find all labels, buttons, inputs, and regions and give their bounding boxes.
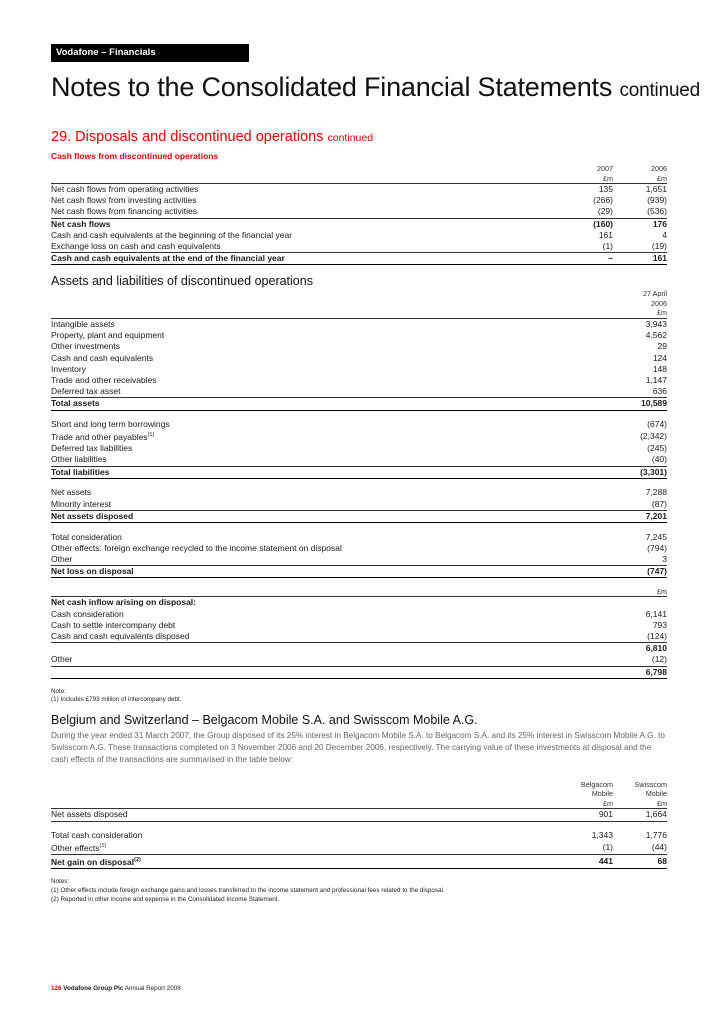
footer-report: Annual Report 2008 xyxy=(124,985,181,992)
page-number: 126 xyxy=(51,985,62,992)
cell-value: 148 xyxy=(652,363,667,374)
notes-title: Notes: xyxy=(51,878,70,886)
table-total-row xyxy=(51,566,667,578)
col-header-date: 27 April xyxy=(643,289,667,299)
table-total-row xyxy=(51,253,667,265)
row-label: Net cash flows xyxy=(51,218,559,230)
table-header-row xyxy=(51,789,667,799)
row-label: Net cash flows from operating activities xyxy=(51,184,559,196)
cell-value: 7,201 xyxy=(613,510,667,522)
row-label-text: Trade and other payables xyxy=(51,432,148,443)
cell-value: 6,141 xyxy=(645,608,667,619)
table-total-row xyxy=(51,510,667,522)
cell-2006: (939) xyxy=(647,195,667,206)
table-row xyxy=(51,443,667,454)
cell-value: 636 xyxy=(652,386,667,397)
assets-liabilities-heading: Assets and liabilities of discontinued operations xyxy=(51,274,313,289)
table-row xyxy=(51,830,667,841)
cell-value: 7,245 xyxy=(645,531,667,542)
notes-block xyxy=(51,878,667,904)
cell-value: (674) xyxy=(647,419,667,430)
footnote-ref: (2) xyxy=(134,857,141,864)
cell-2006: 176 xyxy=(613,218,667,230)
table-row xyxy=(51,195,667,206)
row-label: Total consideration xyxy=(51,531,122,542)
row-label: Net loss on disposal xyxy=(51,566,613,578)
table-row xyxy=(51,454,667,466)
cell-belgacom: 441 xyxy=(559,855,613,869)
cell-value: (245) xyxy=(647,443,667,454)
row-label-text: Other effects xyxy=(51,843,100,854)
table-row xyxy=(51,206,667,218)
cell-belgacom: 1,343 xyxy=(591,830,613,841)
belgium-switzerland-heading: Belgium and Switzerland – Belgacom Mobile S.A. and Swisscom Mobile A.G. xyxy=(51,712,478,727)
col-unit: £m xyxy=(603,798,613,808)
table-row xyxy=(51,609,667,620)
row-label: Minority interest xyxy=(51,498,111,509)
cell-value: (2,342) xyxy=(640,431,667,442)
col-unit: £m xyxy=(657,173,667,183)
table-row xyxy=(51,543,667,554)
table-header-row xyxy=(51,780,667,790)
footnote-ref: (1) xyxy=(147,432,155,439)
row-label: Cash and cash equivalents at the beginning of the financial year xyxy=(51,229,292,240)
cell-value: 1,147 xyxy=(645,374,667,385)
cell-value: 4,562 xyxy=(645,330,667,341)
row-label xyxy=(51,855,559,869)
cell-swisscom: 1,664 xyxy=(613,809,667,821)
row-label: Short and long term borrowings xyxy=(51,419,170,430)
cell-value: 6,798 xyxy=(613,666,667,678)
table-total-row xyxy=(51,855,667,869)
table-row xyxy=(51,841,667,855)
row-label: Total assets xyxy=(51,398,613,410)
table-row xyxy=(51,375,667,386)
cell-value: (747) xyxy=(613,566,667,578)
cell-value: 6,810 xyxy=(613,643,667,655)
table-row xyxy=(51,353,667,364)
cell-value: 3 xyxy=(662,553,667,564)
note-item: (2) Reported in other income and expense in the Consolidated Income Statement. xyxy=(51,895,280,903)
row-label: Cash and cash equivalents xyxy=(51,352,154,363)
col-unit: £m xyxy=(603,173,613,183)
table-header-row xyxy=(51,799,667,809)
cell-value: 124 xyxy=(652,352,667,363)
cell-2007: (29) xyxy=(597,206,613,217)
cell-2006: 4 xyxy=(662,229,667,240)
cell-value: (3,301) xyxy=(613,466,667,478)
note-title: Note: xyxy=(51,687,67,695)
cell-swisscom: (44) xyxy=(651,842,667,853)
section-header-bar: Vodafone – Financials xyxy=(51,44,249,62)
footer-company: Vodafone Group Plc xyxy=(63,985,124,992)
page-title xyxy=(51,72,700,103)
table-row xyxy=(51,330,667,341)
col-header-belgacom: Belgacom xyxy=(581,779,613,789)
row-label: Net cash flows from financing activities xyxy=(51,206,197,217)
cell-swisscom: 68 xyxy=(613,855,667,869)
col-header-2007: 2007 xyxy=(597,164,613,173)
table-total-row xyxy=(51,466,667,478)
table-subtotal-row xyxy=(51,643,667,655)
cell-value: 7,288 xyxy=(645,487,667,498)
table-row xyxy=(51,184,667,196)
table-header-row xyxy=(51,164,667,174)
cell-2007: (266) xyxy=(593,195,613,206)
note-item: (1) Other effects include foreign exchange gains and losses transferred to the income statement and professional fees related to the disposal. xyxy=(51,886,445,894)
cell-belgacom: 901 xyxy=(559,809,613,821)
cash-flows-heading: Cash flows from discontinued operations xyxy=(51,151,219,161)
note-block xyxy=(51,688,667,705)
cell-value: (12) xyxy=(651,654,667,665)
table-row xyxy=(51,499,667,511)
row-label: Other investments xyxy=(51,341,120,352)
table-row xyxy=(51,386,667,398)
col-header-mobile: Mobile xyxy=(591,789,613,799)
cell-value: (794) xyxy=(647,542,667,553)
footnote-ref: (1) xyxy=(99,843,107,850)
col-unit: £m xyxy=(657,586,667,596)
cell-2006: (536) xyxy=(647,206,667,217)
row-label: Trade and other receivables xyxy=(51,374,157,385)
table-row xyxy=(51,218,667,230)
section-title-text: 29. Disposals and discontinued operations xyxy=(51,129,324,145)
section-title xyxy=(51,128,667,147)
row-label: Other xyxy=(51,553,73,564)
table-row xyxy=(51,631,667,643)
cash-flows-table xyxy=(51,164,667,265)
col-header-swisscom: Swisscom xyxy=(634,779,667,789)
cell-value: (124) xyxy=(647,630,667,641)
table-header-row xyxy=(51,289,667,299)
row-label: Other xyxy=(51,654,73,665)
row-label: Cash and cash equivalents at the end of the financial year xyxy=(51,253,559,265)
table-row xyxy=(51,487,667,498)
table-row xyxy=(51,318,667,330)
cell-2007: 135 xyxy=(559,184,613,196)
col-header-mobile: Mobile xyxy=(645,789,667,799)
cell-value: (87) xyxy=(651,498,667,509)
table-row xyxy=(51,597,667,609)
row-label: Other effects: foreign exchange recycled to the income statement on disposal xyxy=(51,542,342,553)
col-unit: £m xyxy=(657,798,667,808)
cell-2006: 161 xyxy=(613,253,667,265)
section-title-continued: continued xyxy=(327,132,374,144)
table-total-row xyxy=(51,666,667,678)
row-label: Cash to settle intercompany debt xyxy=(51,619,176,630)
table-header-row xyxy=(51,308,667,318)
table-row xyxy=(51,341,667,352)
table-row xyxy=(51,654,667,666)
cell-2007: – xyxy=(559,253,613,265)
row-label: Deferred tax asset xyxy=(51,386,121,397)
row-label: Total liabilities xyxy=(51,466,613,478)
cell-value: 3,943 xyxy=(613,318,667,330)
row-label xyxy=(51,430,613,443)
cell-2006: (19) xyxy=(651,241,667,252)
row-label: Net assets disposed xyxy=(51,510,613,522)
cell-swisscom: 1,776 xyxy=(645,830,667,841)
belgacom-swisscom-table xyxy=(51,780,667,869)
cell-2007: 161 xyxy=(598,229,613,240)
row-label: Exchange loss on cash and cash equivalents xyxy=(51,241,221,252)
belgium-switzerland-paragraph: During the year ended 31 March 2007, the Group disposed of its 25% interest in Belgacom Mobile S.A. to Belgacom S.A. and its 25% interest in Swisscom Mobile A.G. to Swisscom A.G. These transactions completed on 3 November 2006 and 20 December 2006, respectively. The carrying value of these investments at disposal and the cash effects of the transactions are summarised in the table below: xyxy=(51,730,665,764)
row-label: Net assets xyxy=(51,487,92,498)
table-row xyxy=(51,554,667,566)
page-title-continued: continued xyxy=(619,80,701,101)
row-label: Total cash consideration xyxy=(51,830,143,841)
col-header-year: 2006 xyxy=(651,298,667,308)
page-title-text: Notes to the Consolidated Financial Statements xyxy=(51,72,613,102)
row-label: Cash and cash equivalents disposed xyxy=(51,630,190,641)
row-label: Cash consideration xyxy=(51,608,124,619)
table-header-row xyxy=(51,174,667,184)
table-total-row xyxy=(51,398,667,410)
row-label: Inventory xyxy=(51,363,86,374)
cell-2006: 1,651 xyxy=(613,184,667,196)
cell-value: 793 xyxy=(652,619,667,630)
table-row xyxy=(51,364,667,375)
col-unit: £m xyxy=(657,308,667,318)
row-label: Other liabilities xyxy=(51,454,107,465)
cell-value: 29 xyxy=(657,341,667,352)
table-header-row xyxy=(51,299,667,309)
assets-liabilities-table xyxy=(51,289,667,678)
table-row xyxy=(51,419,667,430)
page-footer xyxy=(51,985,181,992)
cell-belgacom: (1) xyxy=(602,842,613,853)
cell-value: (40) xyxy=(651,454,667,465)
note-item: (1) Includes £793 million of intercompany debt. xyxy=(51,696,182,704)
table-row xyxy=(51,241,667,253)
row-label-text: Net gain on disposal xyxy=(51,857,135,868)
table-row xyxy=(51,620,667,631)
table-row xyxy=(51,430,667,443)
row-label: Net cash flows from investing activities xyxy=(51,195,197,206)
table-row xyxy=(51,230,667,241)
cell-2007: (1) xyxy=(602,241,613,252)
row-label xyxy=(51,841,559,855)
table-row xyxy=(51,532,667,543)
row-label: Property, plant and equipment xyxy=(51,330,165,341)
table-row xyxy=(51,809,667,821)
col-header-2006: 2006 xyxy=(651,164,667,173)
row-label: Net assets disposed xyxy=(51,809,559,821)
cell-value: 10,589 xyxy=(613,398,667,410)
main-content xyxy=(51,128,667,904)
table-header-row xyxy=(51,587,667,597)
cell-2007: (160) xyxy=(559,218,613,230)
inflow-heading: Net cash inflow arising on disposal: xyxy=(51,597,613,609)
row-label: Deferred tax liabilities xyxy=(51,443,133,454)
row-label: Intangible assets xyxy=(51,318,613,330)
